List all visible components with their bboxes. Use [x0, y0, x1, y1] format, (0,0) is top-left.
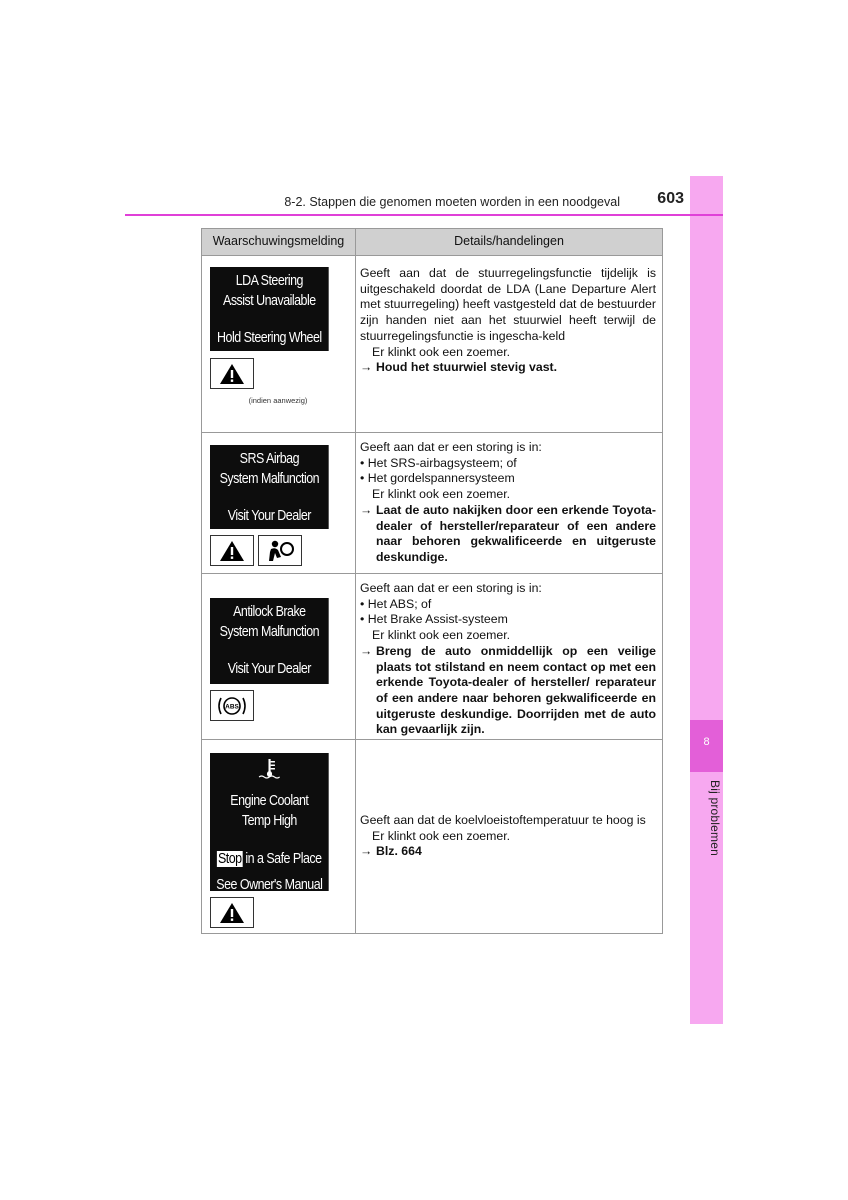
details-text: Geeft aan dat de koelvloeistoftemperatuur te hoog is [360, 812, 646, 827]
screen-line: Engine Coolant [230, 793, 309, 809]
message-cell [202, 433, 356, 574]
warning-message-table [201, 228, 663, 934]
screen-line: See Owner's Manual [216, 877, 323, 893]
bullet-item: • Het Brake Assist-systeem [360, 612, 508, 627]
warning-triangle-icon [210, 897, 254, 928]
buzzer-note: Er klinkt ook een zoemer. [372, 344, 511, 359]
bullet-item: • Het gordelspannersysteem [360, 471, 515, 486]
page-number: 603 [657, 190, 684, 207]
table-header-row [202, 229, 663, 256]
action-text: Breng de auto onmiddellijk op een veilige plaats tot stilstand en neem contact op met een erkende Toyota-dealer of hersteller/ reparateur of een andere naar behoren gekwalificeerde en uitgeruste deskundige. Doorrijden met de auto kan gevaarlijk zijn. [376, 643, 656, 737]
abs-icon-label: ABS [225, 703, 239, 710]
icon-note: (indien aanwezig) [248, 396, 308, 405]
icon-row [210, 690, 355, 721]
action-line: → Laat de auto nakijken door een erkende Toyota-dealer of hersteller/reparateur of een andere naar behoren gekwalificeerde en uitgeruste deskundige. [360, 502, 656, 564]
coolant-temperature-icon [210, 757, 329, 783]
bullet-item: • Het SRS-airbagsysteem; of [360, 455, 517, 470]
table-row [202, 740, 663, 934]
screen-line: Temp High [241, 813, 297, 829]
action-text: Laat de auto nakijken door een erkende Toyota-dealer of hersteller/reparateur of een andere naar behoren gekwalificeerde en uitgeruste deskundige. [376, 502, 656, 564]
action-line: → Houd het stuurwiel stevig vast. [360, 360, 656, 376]
message-cell [202, 256, 356, 433]
screen-line: System Malfunction [219, 624, 320, 640]
buzzer-note: Er klinkt ook een zoemer. [372, 487, 511, 502]
screen-line: Visit Your Dealer [227, 661, 311, 677]
screen-line: Antilock Brake [233, 604, 306, 620]
bullet-item: • Het ABS; of [360, 596, 432, 611]
header-rule [125, 214, 723, 216]
buzzer-note: Er klinkt ook een zoemer. [372, 828, 511, 843]
table-row [202, 574, 663, 740]
warning-triangle-icon [210, 535, 254, 566]
action-text: Houd het stuurwiel stevig vast. [376, 360, 558, 375]
section-header: 8-2. Stappen die genomen moeten worden in een noodgeval [284, 195, 620, 209]
details-cell [356, 256, 663, 433]
icon-row [210, 358, 355, 389]
details-text: Geeft aan dat de stuurregelingsfunctie tijdelijk is uitgeschakeld doordat de LDA (Lane Departure Alert met stuurregeling) heeft vastgesteld dat de bestuurder zijn handen niet aan het stuurwiel heeft terwijl de stuurregelingsfunctie is ingescha-keld [360, 266, 656, 343]
col-header-message: Waarschuwingsmelding [202, 229, 356, 256]
screen-line: Hold Steering Wheel [217, 330, 322, 346]
icon-row [210, 897, 355, 928]
details-text: Geeft aan dat er een storing is in: [360, 440, 542, 454]
action-line: → Blz. 664 [360, 844, 656, 860]
details-cell [356, 433, 663, 574]
icon-row [210, 535, 355, 566]
airbag-icon [258, 535, 302, 566]
action-line: → Breng de auto onmiddellijk op een veilige plaats tot stilstand en neem contact op met een erkende Toyota-dealer of hersteller/ reparateur of een andere naar behoren gekwalificeerde en uitgeruste deskundige. Doorrijden met de auto kan gevaarlijk zijn. [360, 643, 656, 737]
table-row [202, 433, 663, 574]
stop-highlight: Stop [217, 851, 242, 867]
action-text: Blz. 664 [376, 844, 422, 859]
warning-triangle-icon [210, 358, 254, 389]
display-screen [210, 267, 329, 351]
message-cell [202, 740, 356, 934]
col-header-details: Details/handelingen [356, 229, 663, 256]
abs-icon [210, 690, 254, 721]
screen-line: SRS Airbag [239, 451, 299, 467]
details-cell [356, 740, 663, 934]
screen-line: System Malfunction [219, 471, 320, 487]
display-screen [210, 753, 329, 891]
screen-line: LDA Steering [235, 273, 303, 289]
display-screen [210, 445, 329, 529]
chapter-label: Bij problemen [708, 780, 722, 856]
chapter-number: 8 [690, 720, 723, 772]
details-cell [356, 574, 663, 740]
buzzer-note: Er klinkt ook een zoemer. [372, 628, 511, 643]
screen-line: Stop in a Safe Place [217, 851, 322, 867]
display-screen [210, 598, 329, 684]
screen-line: Assist Unavailable [223, 293, 316, 309]
message-cell [202, 574, 356, 740]
details-text: Geeft aan dat er een storing is in: [360, 581, 542, 595]
screen-line: Visit Your Dealer [227, 508, 311, 524]
table-row [202, 256, 663, 433]
